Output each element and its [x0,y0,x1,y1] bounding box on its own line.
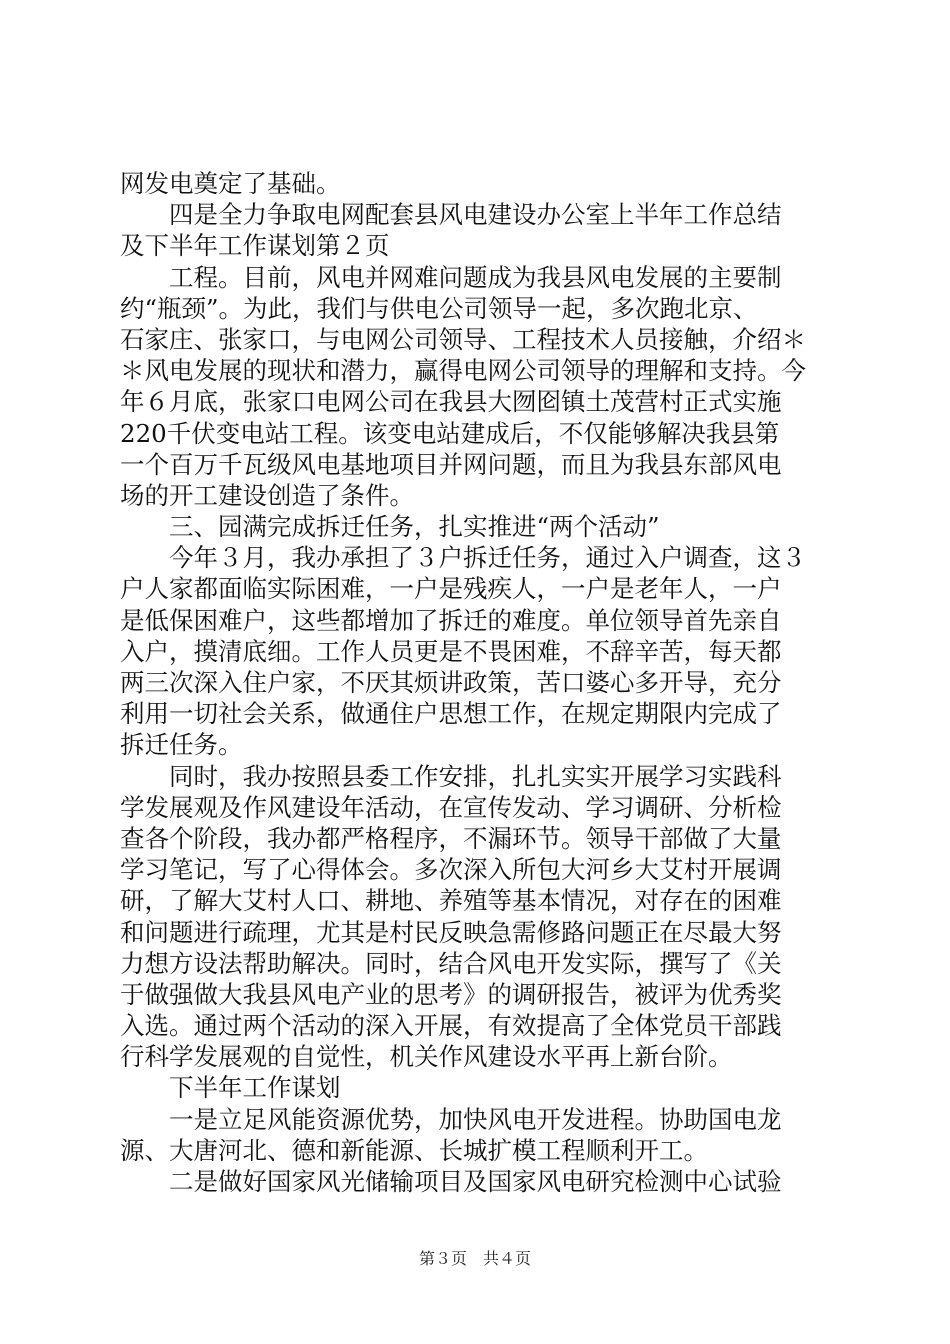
text-line: 行科学发展观的自觉性，机关作风建设水平再上新台阶。 [120,1042,733,1072]
text-line: ＊风电发展的现状和潜力，赢得电网公司领导的理解和支持。今 [120,356,806,386]
text-line: 三、园满完成拆迁任务，扎实推进“两个活动” [120,512,660,542]
text-line: 四是全力争取电网配套县风电建设办公室上半年工作总结 [120,200,782,230]
text-line: 源、大唐河北、德和新能源、长城扩模工程顺利开工。 [120,1135,708,1165]
text-line: 一个百万千瓦级风电基地项目并网问题，而且为我县东部风电 [120,449,782,479]
text-line: 研，了解大艾村人口、耕地、养殖等基本情况，对存在的困难 [120,886,782,916]
text-line: 入户，摸清底细。工作人员更是不畏困难，不辞辛苦，每天都 [120,636,782,666]
text-line: 户人家都面临实际困难，一户是残疾人，一户是老年人，一户 [120,574,782,604]
text-line: 二是做好国家风光储输项目及国家风电研究检测中心试验 [120,1167,782,1196]
text-line: 查各个阶段，我办都严格程序，不漏环节。领导干部做了大量 [120,823,782,853]
text-line: 利用一切社会关系，做通住户思想工作，在规定期限内完成了 [120,699,782,729]
text-line: 220千伏变电站工程。该变电站建成后，不仅能够解决我县第 [120,418,780,448]
page-footer: 第３页 共４页 [418,1249,531,1268]
text-line: 石家庄、张家口，与电网公司领导、工程技术人员接触，介绍＊ [120,324,806,354]
text-line: 场的开工建设创造了条件。 [120,480,414,510]
text-line: 同时，我办按照县委工作安排，扎扎实实开展学习实践科 [120,761,782,791]
text-line: 一是立足风能资源优势，加快风电开发进程。协助国电龙 [120,1104,782,1134]
text-line: 及下半年工作谋划第２页 [120,231,390,261]
text-line: 两三次深入住户家，不厌其烦讲政策，苦口婆心多开导，充分 [120,668,782,697]
text-line: 学发展观及作风建设年活动，在宣传发动、学习调研、分析检 [120,792,782,822]
text-line: 今年３月，我办承担了３户拆迁任务，通过入户调查，这３ [120,543,806,573]
text-line: 约“瓶颈”。为此，我们与供电公司领导一起，多次跑北京、 [120,293,758,323]
text-line: 是低保困难户，这些都增加了拆迁的难度。单位领导首先亲自 [120,605,782,635]
text-line: 学习笔记，写了心得体会。多次深入所包大河乡大艾村开展调 [120,855,782,885]
text-line: 下半年工作谋划 [120,1073,341,1103]
document-body [120,168,840,1197]
text-line: 力想方设法帮助解决。同时，结合风电开发实际，撰写了《关 [120,948,782,978]
text-line: 工程。目前，风电并网难问题成为我县风电发展的主要制 [120,262,782,292]
text-line: 于做强做大我县风电产业的思考》的调研报告，被评为优秀奖 [120,979,782,1009]
text-line: 拆迁任务。 [120,730,243,760]
text-line: 网发电奠定了基础。 [120,169,341,198]
text-line: 和问题进行疏理，尤其是村民反映急需修路问题正在尽最大努 [120,917,782,947]
text-line: 年６月底，张家口电网公司在我县大囫囵镇土茂营村正式实施 [120,387,782,417]
text-line: 入选。通过两个活动的深入开展，有效提高了全体党员干部践 [120,1011,782,1041]
